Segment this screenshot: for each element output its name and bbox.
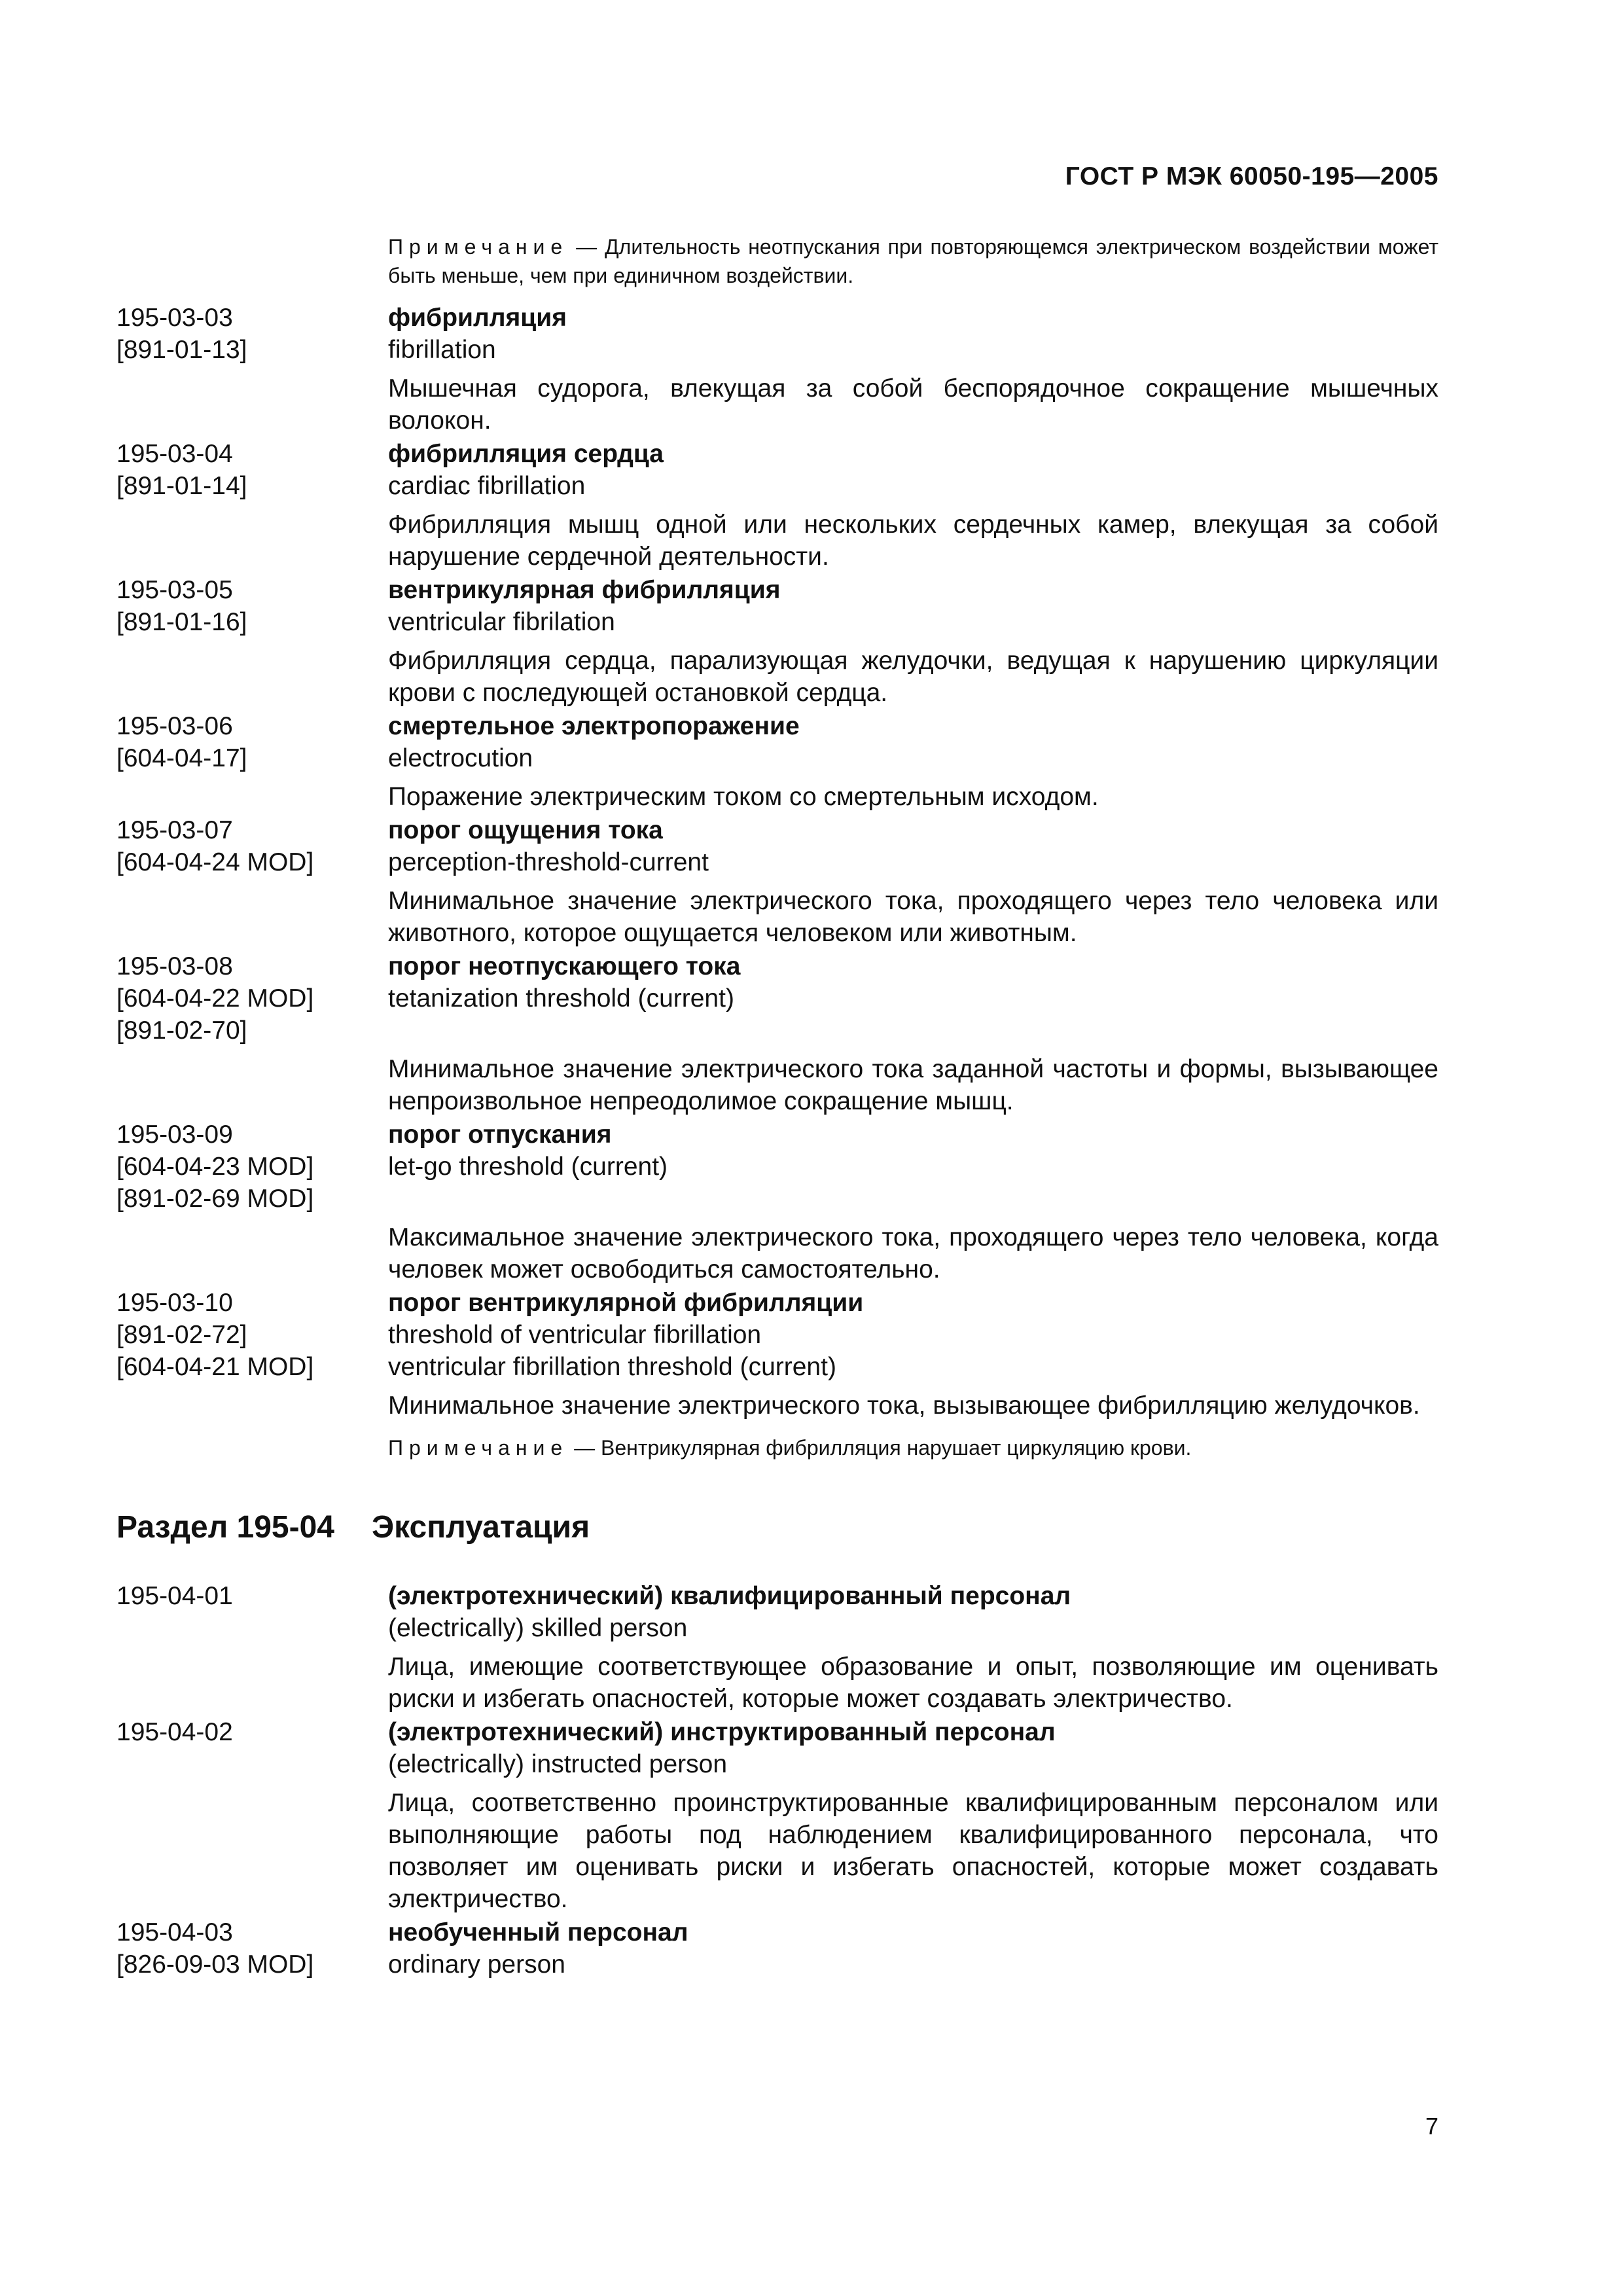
term-reference: [604-04-24 MOD] [116, 848, 314, 876]
entry-refs [116, 814, 388, 949]
term-reference: [604-04-21 MOD] [116, 1353, 314, 1381]
term-english: tetanization threshold (current) [388, 984, 734, 1013]
term-definition: Фибрилляция мышц одной или нескольких сердечных камер, влекущая за собой нарушение сердечной деятельности. [388, 511, 1438, 571]
term-english: threshold of ventricular fibrillation [388, 1321, 762, 1349]
note-label: Примечание [388, 235, 569, 259]
term-entry [116, 950, 1438, 1117]
term-number: 195-04-02 [116, 1718, 233, 1746]
note-text: — Длительность неотпускания при повторяющемся электрическом воздействии может быть меньше, чем при единичном воздействии. [388, 235, 1438, 287]
term-number: 195-03-09 [116, 1121, 233, 1149]
term-reference: [891-02-72] [116, 1321, 247, 1349]
term-number: 195-03-03 [116, 304, 233, 332]
term-number: 195-03-07 [116, 816, 233, 844]
term-russian: смертельное электропоражение [388, 712, 800, 740]
section-heading [116, 1508, 1438, 1547]
term-english: (electrically) skilled person [388, 1614, 688, 1642]
term-entry [116, 1287, 1438, 1422]
term-english: ventricular fibrillation threshold (current) [388, 1353, 836, 1381]
entry-refs [116, 950, 388, 1117]
term-entry [116, 1119, 1438, 1285]
term-english: perception-threshold-current [388, 848, 709, 876]
term-reference: [604-04-17] [116, 744, 247, 772]
term-entry [116, 438, 1438, 573]
first-note [388, 232, 1438, 290]
entry-refs [116, 574, 388, 709]
term-reference: [891-01-16] [116, 608, 247, 636]
term-english: (electrically) instructed person [388, 1750, 728, 1778]
term-number: 195-03-06 [116, 712, 233, 740]
term-russian: фибрилляция [388, 304, 567, 332]
term-russian: вентрикулярная фибрилляция [388, 576, 781, 604]
term-reference: [604-04-22 MOD] [116, 984, 314, 1013]
entry-body [388, 710, 1438, 813]
term-entry [116, 1916, 1438, 1981]
term-entry [116, 814, 1438, 949]
term-russian: порог вентрикулярной фибрилляции [388, 1289, 864, 1317]
entry-body [388, 1287, 1438, 1422]
term-russian: необученный персонал [388, 1918, 688, 1946]
term-definition: Мышечная судорога, влекущая за собой беспорядочное сокращение мышечных волокон. [388, 374, 1438, 435]
entry-refs [116, 1716, 388, 1915]
term-entry [116, 710, 1438, 813]
term-reference: [891-02-69 MOD] [116, 1185, 314, 1213]
term-definition: Минимальное значение электрического тока заданной частоты и формы, вызывающее непроизвольное непреодолимое сокращение мышц. [388, 1055, 1438, 1115]
term-english: cardiac fibrillation [388, 472, 586, 500]
entry-body [388, 438, 1438, 573]
term-definition: Фибрилляция сердца, парализующая желудочки, ведущая к нарушению циркуляции крови с последующей остановкой сердца. [388, 647, 1438, 707]
entry-body [388, 302, 1438, 437]
document-content [116, 232, 1438, 1982]
term-number: 195-04-03 [116, 1918, 233, 1946]
term-english: fibrillation [388, 336, 496, 364]
entry-refs [116, 1916, 388, 1981]
entry-refs [116, 1119, 388, 1285]
term-definition: Минимальное значение электрического тока, вызывающее фибрилляцию желудочков. [388, 1391, 1420, 1420]
entry-body [388, 574, 1438, 709]
last-note [388, 1433, 1438, 1462]
term-russian: порог неотпускающего тока [388, 952, 741, 980]
entry-refs [116, 438, 388, 573]
term-russian: фибрилляция сердца [388, 440, 664, 468]
term-english: let-go threshold (current) [388, 1153, 668, 1181]
term-russian: порог отпускания [388, 1121, 612, 1149]
entry-body [388, 1716, 1438, 1915]
term-reference: [604-04-23 MOD] [116, 1153, 314, 1181]
entry-refs [116, 710, 388, 813]
term-english: electrocution [388, 744, 533, 772]
term-english: ventricular fibrilation [388, 608, 615, 636]
term-reference: [891-01-14] [116, 472, 247, 500]
term-definition: Лица, соответственно проинструктированные квалифицированным персоналом или выполняющие работы под наблюдением квалифицированного персонала, что позволяет им оценивать риски и избегать опасностей, которые может создавать электричество. [388, 1789, 1438, 1913]
term-definition: Поражение электрическим током со смертельным исходом. [388, 783, 1099, 811]
entry-body [388, 1580, 1438, 1715]
section-number: Раздел 195-04 [116, 1510, 334, 1545]
note-label: Примечание [388, 1436, 569, 1460]
term-entry [116, 574, 1438, 709]
entry-refs [116, 302, 388, 437]
entry-body [388, 1916, 1438, 1981]
term-definition: Максимальное значение электрического тока, проходящего через тело человека, когда человек может освободиться самостоятельно. [388, 1223, 1438, 1283]
term-number: 195-03-05 [116, 576, 233, 604]
term-number: 195-03-10 [116, 1289, 233, 1317]
term-entries-list [116, 302, 1438, 1422]
term-number: 195-04-01 [116, 1582, 233, 1610]
term-reference: [826-09-03 MOD] [116, 1950, 314, 1979]
entry-body [388, 950, 1438, 1117]
page-number: 7 [1425, 2113, 1438, 2140]
term-entry [116, 1716, 1438, 1915]
term-reference: [891-01-13] [116, 336, 247, 364]
term-english: ordinary person [388, 1950, 565, 1979]
entry-refs [116, 1287, 388, 1422]
term-reference: [891-02-70] [116, 1016, 247, 1045]
entry-body [388, 814, 1438, 949]
term-number: 195-03-04 [116, 440, 233, 468]
term-entry [116, 1580, 1438, 1715]
entry-refs [116, 1580, 388, 1715]
term-number: 195-03-08 [116, 952, 233, 980]
term-russian: (электротехнический) инструктированный персонал [388, 1718, 1056, 1746]
term-entry [116, 302, 1438, 437]
term-definition: Лица, имеющие соответствующее образование и опыт, позволяющие им оценивать риски и избегать опасностей, которые может создавать электричество. [388, 1653, 1438, 1713]
term-russian: (электротехнический) квалифицированный персонал [388, 1582, 1071, 1610]
section-term-entries-list [116, 1580, 1438, 1981]
note-text: — Вентрикулярная фибрилляция нарушает циркуляцию крови. [568, 1436, 1192, 1460]
term-russian: порог ощущения тока [388, 816, 663, 844]
section-title: Эксплуатация [372, 1510, 590, 1545]
term-definition: Минимальное значение электрического тока, проходящего через тело человека или животного, которое ощущается человеком или животным. [388, 887, 1438, 947]
document-header: ГОСТ Р МЭК 60050-195—2005 [1065, 162, 1438, 190]
entry-body [388, 1119, 1438, 1285]
